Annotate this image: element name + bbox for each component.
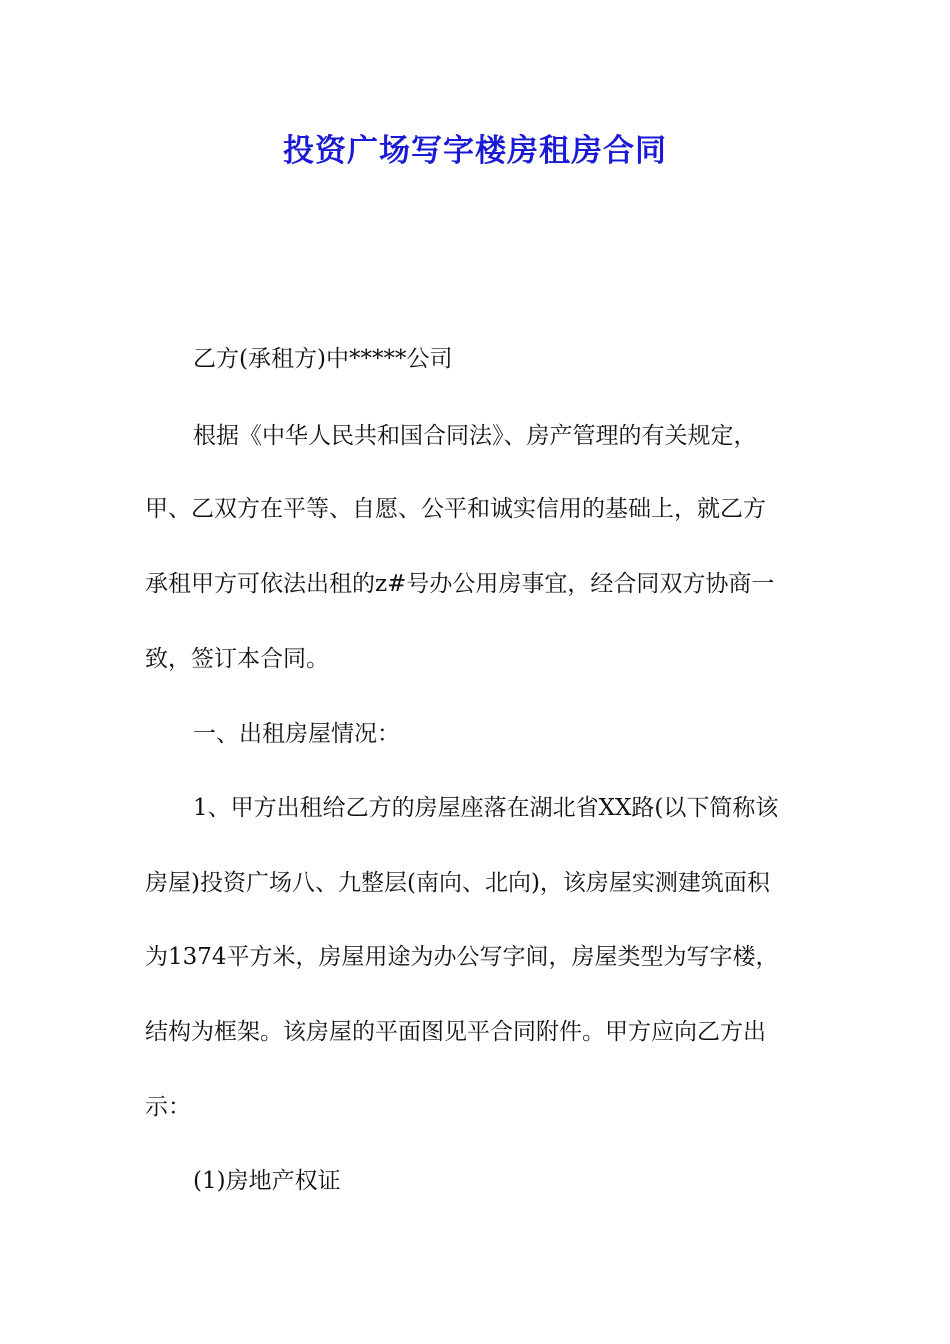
list-item: (1)房地产权证 bbox=[193, 1168, 341, 1194]
paragraph-line: 承租甲方可依法出租的z#号办公用房事宜，经合同双方协商一 bbox=[145, 571, 775, 597]
paragraph-line: 结构为框架。该房屋的平面图见平合同附件。甲方应向乙方出 bbox=[145, 1019, 766, 1045]
paragraph-line: 1、甲方出租给乙方的房屋座落在湖北省XX路(以下简称该 bbox=[193, 795, 779, 821]
paragraph-line: 示： bbox=[145, 1094, 191, 1120]
paragraph-line: 致，签订本合同。 bbox=[145, 646, 329, 672]
paragraph-line: 根据《中华人民共和国合同法》、房产管理的有关规定， bbox=[193, 423, 757, 449]
document-title: 投资广场写字楼房租房合同 bbox=[283, 133, 667, 169]
party-b-line: 乙方(承租方)中*****公司 bbox=[193, 346, 453, 372]
paragraph-line: 为1374平方米，房屋用途为办公写字间，房屋类型为写字楼， bbox=[145, 944, 779, 970]
paragraph-line: 甲、乙双方在平等、自愿、公平和诚实信用的基础上，就乙方 bbox=[145, 496, 766, 522]
section-heading: 一、出租房屋情况： bbox=[193, 721, 400, 747]
paragraph-line: 房屋)投资广场八、九整层(南向、北向)，该房屋实测建筑面积 bbox=[145, 870, 770, 896]
